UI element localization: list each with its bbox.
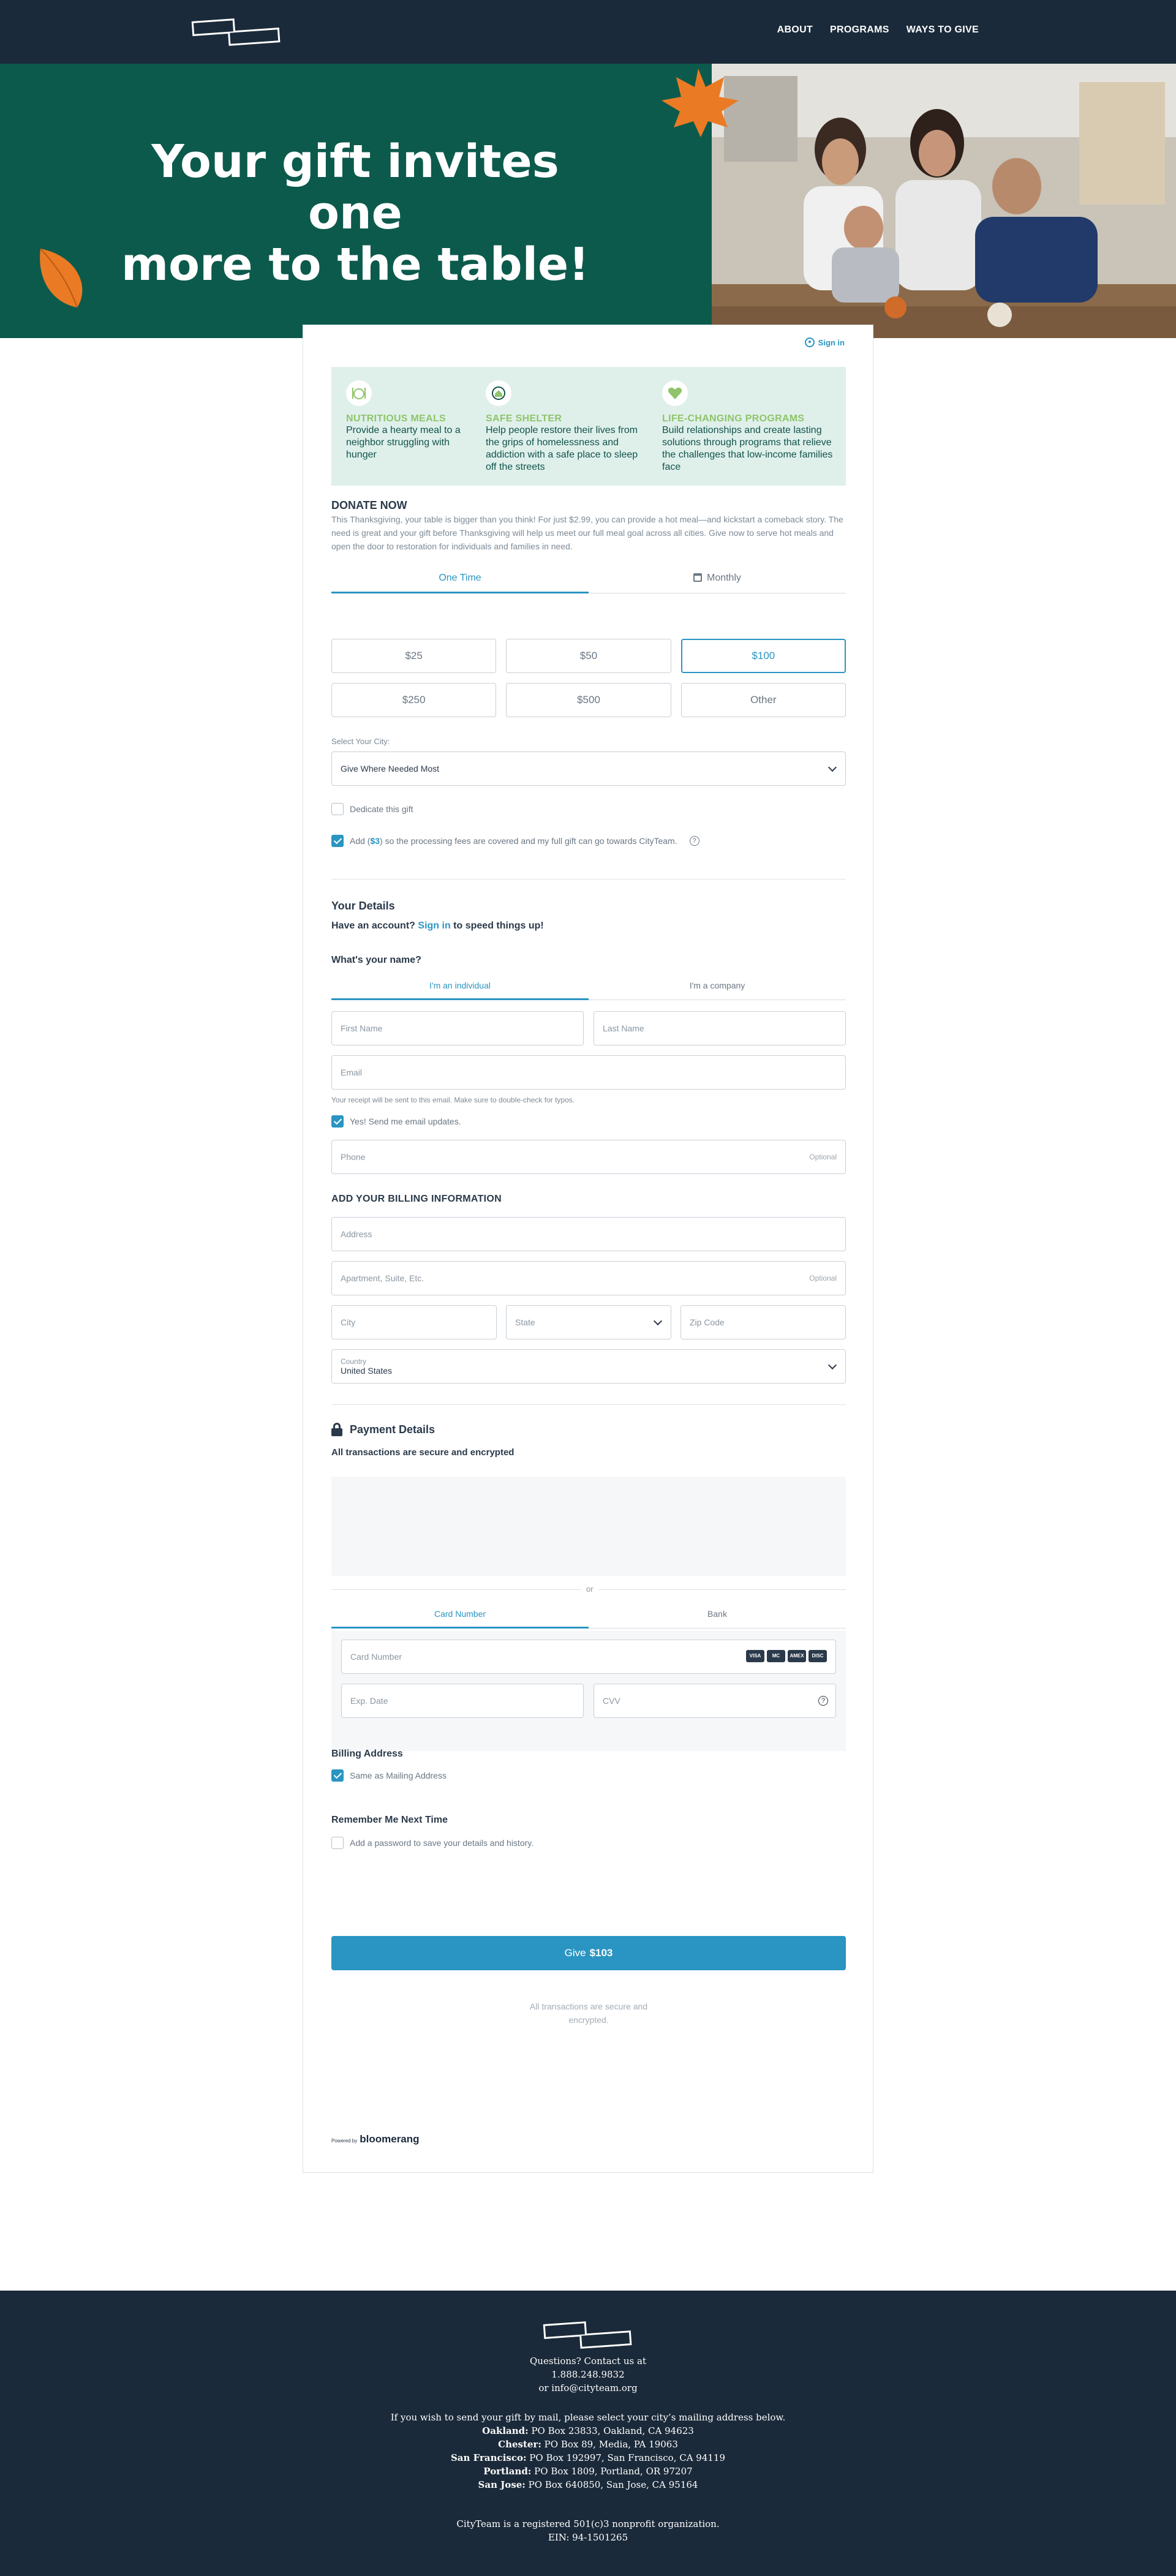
card-brands (746, 1650, 827, 1662)
cvv-field[interactable] (594, 1684, 836, 1718)
billing-address-heading: Billing Address (331, 1749, 403, 1759)
sign-in-label: Sign in (818, 337, 845, 347)
donate-heading: DONATE NOW (331, 499, 407, 511)
email-field[interactable]: Email (331, 1055, 846, 1090)
shelter-icon (486, 380, 511, 406)
footer-address: San Francisco: PO Box 192997, San Francisco, CA 94119 (450, 2452, 726, 2463)
footer (0, 2291, 1176, 2576)
nav-about[interactable]: ABOUT (777, 24, 813, 35)
account-sign-in-link[interactable]: Sign in (418, 921, 451, 931)
payment-heading-row (331, 1423, 435, 1436)
frequency-tabs (331, 565, 846, 593)
footer-contact: Questions? Contact us at 1.888.248.9832 or info@cityteam.org (530, 2356, 646, 2393)
discover-icon: DISC (809, 1650, 827, 1662)
donor-type-tabs (331, 973, 846, 1000)
phone-field[interactable] (331, 1140, 846, 1174)
divider (331, 1404, 846, 1405)
secure-note: All transactions are secure and encrypted. (529, 2002, 648, 2025)
phone-placeholder: Phone (341, 1152, 366, 1162)
same-as-mailing-checkbox[interactable] (331, 1769, 344, 1782)
amount-100[interactable]: $100 (681, 639, 846, 673)
chevron-down-icon (828, 1361, 837, 1369)
country-label: Country (341, 1357, 367, 1366)
donate-intro: This Thanksgiving, your table is bigger than you think! For just $2.99, you can provide a hot meal—and kickstart a comeback story. The need is great and your gift before Thanksgiving will help us meet our full meal goal across all cities. Give now to serve hot meals and open the door to restoration for individuals and families in need. (331, 514, 843, 551)
footer-address: Oakland: PO Box 23833, Oakland, CA 94623 (482, 2425, 694, 2436)
same-as-mailing-row[interactable] (331, 1769, 447, 1782)
chevron-down-icon (828, 763, 837, 772)
donation-form-card (303, 325, 873, 2173)
dedicate-row[interactable] (331, 803, 413, 815)
calendar-icon (693, 573, 702, 582)
apartment-placeholder: Apartment, Suite, Etc. (341, 1273, 424, 1283)
impact-shelter-title: SAFE SHELTER (486, 413, 562, 424)
powered-by[interactable] (331, 2133, 420, 2145)
amount-250[interactable]: $250 (331, 683, 496, 717)
express-pay-area[interactable] (331, 1477, 846, 1576)
account-line: Have an account? Sign in to speed things up! (331, 921, 544, 931)
amount-500[interactable]: $500 (506, 683, 671, 717)
give-button-amount: $103 (589, 1947, 613, 1959)
visa-icon: VISA (746, 1650, 764, 1662)
give-button[interactable] (331, 1936, 846, 1970)
details-heading: Your Details (331, 900, 395, 912)
remember-row[interactable] (331, 1837, 533, 1849)
nav-links (777, 24, 979, 36)
chevron-down-icon (654, 1317, 662, 1325)
give-button-prefix: Give (564, 1947, 586, 1959)
help-icon[interactable]: ? (818, 1696, 828, 1706)
amount-25[interactable]: $25 (331, 639, 496, 673)
card-number-placeholder: Card Number (350, 1652, 402, 1662)
country-value: United States (341, 1366, 393, 1376)
impact-programs-text: Build relationships and create lasting solutions through programs that relieve the challenges that low-income families face (662, 425, 833, 472)
city-select-value: Give Where Needed Most (341, 764, 440, 774)
nav-programs[interactable]: PROGRAMS (830, 24, 889, 35)
payment-subtitle: All transactions are secure and encrypted (331, 1447, 514, 1458)
apartment-field[interactable] (331, 1261, 846, 1295)
city-select[interactable] (331, 751, 846, 786)
amount-grid (331, 639, 846, 717)
card-number-field[interactable] (341, 1640, 836, 1674)
zip-field[interactable]: Zip Code (680, 1305, 846, 1339)
fees-row[interactable] (331, 835, 699, 847)
meal-icon (346, 380, 372, 406)
sign-in-link[interactable] (805, 337, 845, 347)
apartment-optional: Optional (809, 1274, 837, 1282)
tab-bank[interactable]: Bank (707, 1609, 727, 1619)
heart-icon (662, 380, 688, 406)
top-nav (0, 0, 1176, 64)
name-question: What's your name? (331, 955, 421, 965)
address-field[interactable]: Address (331, 1217, 846, 1251)
remember-label: Add a password to save your details and history. (350, 1838, 534, 1848)
footer-org-info: CityTeam is a registered 501(c)3 nonprofit organization. EIN: 94-1501265 (456, 2518, 720, 2543)
state-select[interactable] (506, 1305, 671, 1339)
card-panel (331, 1631, 846, 1751)
powered-by-label: Powered by (331, 2138, 358, 2144)
country-select[interactable] (331, 1349, 846, 1384)
payment-heading: Payment Details (350, 1423, 435, 1436)
payment-method-tabs (331, 1602, 846, 1629)
email-updates-label: Yes! Send me email updates. (350, 1117, 461, 1126)
state-placeholder: State (515, 1317, 535, 1327)
tab-monthly-label: Monthly (706, 573, 742, 583)
maple-leaf-icon (655, 66, 741, 140)
last-name-field[interactable]: Last Name (594, 1011, 846, 1045)
lock-icon (331, 1423, 342, 1436)
dedicate-checkbox[interactable] (331, 803, 344, 815)
city-field[interactable]: City (331, 1305, 497, 1339)
impact-banner (331, 367, 846, 486)
tab-card[interactable]: Card Number (331, 1602, 589, 1628)
remember-checkbox[interactable] (331, 1837, 344, 1849)
leaf-icon (34, 244, 89, 311)
amount-other[interactable]: Other (681, 683, 846, 717)
billing-heading: ADD YOUR BILLING INFORMATION (331, 1194, 502, 1204)
city-label: Select Your City: (331, 737, 390, 746)
impact-shelter-text: Help people restore their lives from the grips of homelessness and addiction with a safe place to sleep off the streets (486, 425, 638, 472)
phone-optional: Optional (809, 1153, 837, 1161)
impact-programs (662, 380, 840, 473)
tab-monthly[interactable] (589, 565, 846, 593)
remember-heading: Remember Me Next Time (331, 1815, 448, 1825)
fees-checkbox[interactable] (331, 835, 344, 847)
cvv-placeholder: CVV (603, 1696, 620, 1706)
nav-ways-to-give[interactable]: WAYS TO GIVE (906, 24, 979, 35)
email-note: Your receipt will be sent to this email. Make sure to double-check for typos. (331, 1096, 575, 1104)
amex-icon: AMEX (788, 1650, 806, 1662)
footer-address: Chester: PO Box 89, Media, PA 19063 (498, 2439, 678, 2450)
footer-mail-info: If you wish to send your gift by mail, please select your city’s mailing address below. Oakland: PO Box 23833, Oakland, CA 94623 Chester: PO Box 89, Media, PA 19063 San Francisco: PO Box 192997, San Francisco, CA 94119 Portland: PO Box 1809, Portland, OR 97207 San Jose: PO Box 640850, San Jose, CA 95164 (0, 2411, 1176, 2491)
email-updates-row[interactable] (331, 1115, 461, 1128)
help-icon[interactable]: ? (690, 836, 699, 846)
exp-date-field[interactable]: Exp. Date (341, 1684, 584, 1718)
bloomerang-logo: bloomerang (360, 2133, 420, 2145)
first-name-field[interactable]: First Name (331, 1011, 584, 1045)
fees-label: Add ($3) so the processing fees are covered and my full gift can go towards CityTeam. (350, 836, 677, 846)
hero-photo (712, 64, 1176, 338)
impact-meals (346, 380, 469, 461)
impact-programs-title: LIFE-CHANGING PROGRAMS (662, 413, 805, 424)
hero-banner (0, 64, 1176, 338)
hero-title (110, 136, 600, 290)
hero-title-line1: Your gift invites one (151, 135, 559, 239)
impact-meals-title: NUTRITIOUS MEALS (346, 413, 447, 424)
or-divider: or (331, 1583, 846, 1595)
footer-address: Portland: PO Box 1809, Portland, OR 97207 (483, 2466, 693, 2477)
email-updates-checkbox[interactable] (331, 1115, 344, 1128)
cityteam-logo[interactable] (191, 15, 281, 48)
tab-one-time[interactable]: One Time (331, 565, 589, 593)
tab-individual[interactable]: I'm an individual (331, 973, 589, 1000)
impact-shelter (486, 380, 645, 473)
user-icon (805, 337, 815, 347)
hero-title-line2: more to the table! (121, 238, 589, 291)
mastercard-icon: MC (767, 1650, 785, 1662)
amount-50[interactable]: $50 (506, 639, 671, 673)
same-as-mailing-label: Same as Mailing Address (350, 1771, 447, 1780)
dedicate-label: Dedicate this gift (350, 804, 413, 814)
footer-logo[interactable] (543, 2318, 633, 2351)
footer-address: San Jose: PO Box 640850, San Jose, CA 95164 (478, 2479, 698, 2490)
tab-company[interactable]: I'm a company (689, 981, 745, 990)
impact-meals-text: Provide a hearty meal to a neighbor struggling with hunger (346, 425, 461, 460)
